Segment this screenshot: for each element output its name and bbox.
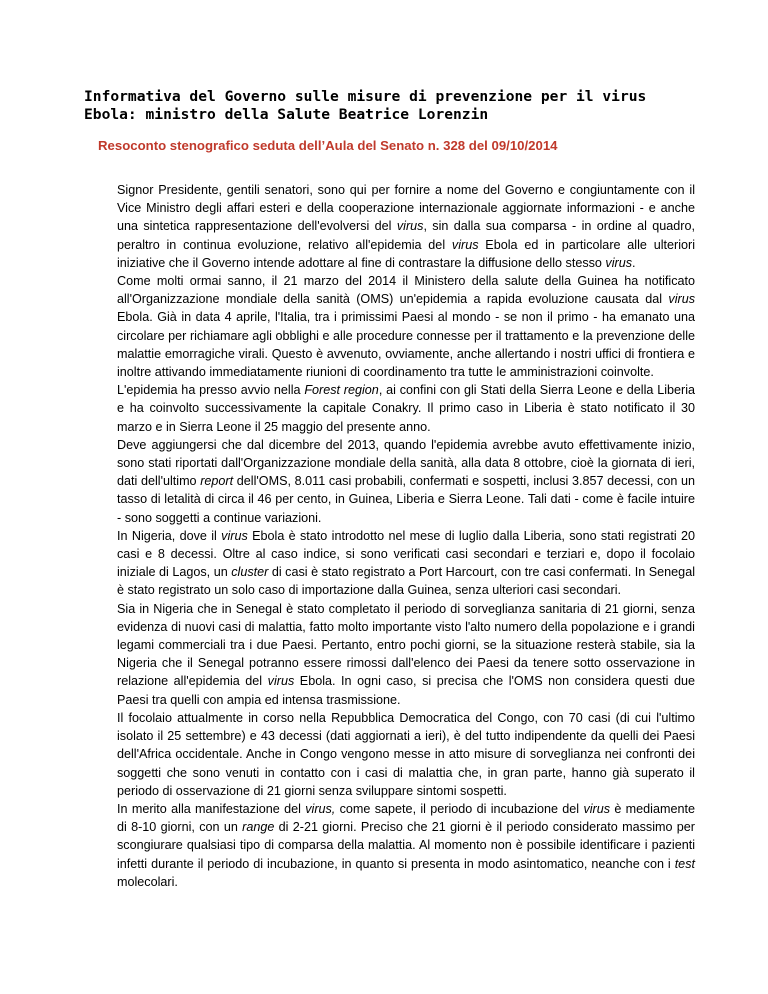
body-paragraph	[117, 800, 695, 891]
text-run: .	[632, 255, 636, 270]
italic-text-run: range	[242, 820, 275, 835]
text-run: Deve aggiungersi che dal dicembre del 2013, quando l'epidemia avrebbe avuto effettivamente inizio, sono stati riportati dall'Organizzazione mondiale della sanità, alla data 8 ottobre, cioè la giornata di ieri, dati dell'ultimo	[117, 437, 695, 489]
italic-text-run: virus	[583, 801, 611, 816]
text-run: Ebola è stato introdotto nel mese di luglio dalla Liberia, sono stati registrati 20 casi e 8 decessi. Oltre al caso indice, si sono verificati casi secondari e terziari e, dopo il focolaio iniziale di Lagos, un	[117, 528, 695, 580]
text-run: Come molti ormai sanno, il 21 marzo del 2014 il Ministero della salute della Guinea ha notificato all'Organizzazione mondiale della sanità (OMS) un'epidemia a rapida evoluzione causata dal	[117, 274, 695, 307]
text-run: di casi è stato registrato a Port Harcourt, con tre casi confermati. In Senegal è stato registrato un solo caso di importazione dalla Guinea, senza ulteriori casi secondari.	[117, 565, 695, 598]
body-paragraph	[117, 527, 695, 600]
text-run: di 2-21 giorni. Preciso che 21 giorni è il periodo considerato massimo per scongiurare qualsiasi tipo di comparsa della malattia. Al momento non è possibile identificare i pazienti infetti durante il periodo di incubazione, in quanto si presenta in modo asintomatico, neanche con i	[117, 820, 695, 871]
text-run: Ebola ed in particolare alle ulteriori iniziative che il Governo intende adottare al fine di contrastare la diffusione dello stesso	[117, 237, 695, 270]
text-run: è mediamente di 8-10 giorni, con un	[117, 801, 695, 835]
text-run: L'epidemia ha presso avvio nella	[117, 383, 305, 398]
text-run: dell'OMS, 8.011 casi probabili, confermati e sospetti, inclusi 3.857 decessi, con un tasso di letalità di circa il 46 per cento, in Guinea, Liberia e Sierra Leone. Tali dati - come è facile intuire - sono soggetti a continue variazioni.	[117, 474, 695, 525]
text-run: In Nigeria, dove il	[117, 528, 222, 543]
text-run: Il focolaio attualmente in corso nella Repubblica Democratica del Congo, con 70 casi (di cui l'ultimo isolato il 25 settembre) e 43 decessi (dati aggiornati a ieri), è del tutto indipendente da quelli dei Paesi dell'Africa occidentale. Anche in Congo vengono messe in atto misure di sorveglianza nei confronti dei soggetti che sono venuti in contatto con i casi di malattia che, in gran parte, hanno già superato il periodo di osservazione di 21 giorni senza sviluppare sintomi sospetti.	[117, 710, 695, 798]
body-paragraph	[117, 381, 695, 436]
document-subtitle: Resoconto stenografico seduta dell’Aula del Senato n. 328 del 09/10/2014	[98, 138, 558, 153]
italic-text-run: virus	[221, 528, 248, 543]
italic-text-run: test	[674, 856, 695, 871]
italic-text-run: cluster	[231, 565, 269, 580]
body-paragraph	[117, 709, 695, 800]
body-paragraph	[117, 272, 695, 381]
italic-text-run: report	[200, 474, 234, 489]
text-run: Sia in Nigeria che in Senegal è stato completato il periodo di sorveglianza sanitaria di 21 giorni, senza evidenza di nuovi casi di malattia, fatto molto importante visto l'alto numero della popolazione e i grandi legami commerciali tra i due Paesi. Pertanto, entro pochi giorni, se la situazione resterà stabile, sia la Nigeria che il Senegal potranno essere rimossi dall'elenco dei Paesi da tenere sotto osservazione in relazione all'epidemia del	[117, 601, 695, 689]
text-run: Ebola. Già in data 4 aprile, l'Italia, tra i primissimi Paesi al mondo - se non il primo - ha emanato una circolare per richiamare agli obblighi e alle procedure connesse per il trattamento e la prevenzione delle malattie emorragiche virali. Questo è avvenuto, ovviamente, anche allertando i nostri uffici di frontiera e inoltre attivando immediatamente riunioni di coordinamento tra tutte le amministrazioni coinvolte.	[117, 310, 695, 380]
italic-text-run: virus	[668, 292, 695, 307]
text-run: molecolari.	[117, 874, 178, 889]
text-run: Signor Presidente, gentili senatori, sono qui per fornire a nome del Governo e congiuntamente con il Vice Ministro degli affari esteri e della cooperazione internazionale aggiornate informazioni - e anche una sintetica rappresentazione dell'evolversi del	[117, 183, 695, 234]
document-body	[117, 181, 695, 891]
italic-text-run: virus	[267, 674, 295, 689]
italic-text-run: virus	[605, 255, 633, 270]
text-run: In merito alla manifestazione del	[117, 801, 306, 816]
document-title: Informativa del Governo sulle misure di prevenzione per il virus Ebola: ministro della Salute Beatrice Lorenzin	[84, 88, 647, 123]
text-run: come sapete, il periodo di incubazione del	[335, 801, 584, 816]
italic-text-run: virus,	[305, 801, 336, 816]
italic-text-run: Forest region	[304, 383, 379, 398]
italic-text-run: virus	[451, 237, 479, 252]
body-paragraph	[117, 436, 695, 527]
text-run: , ai confini con gli Stati della Sierra Leone e della Liberia e ha coinvolto successivamente la capitale Conakry. Il primo caso in Liberia è stato notificato il 30 marzo e in Sierra Leone il 25 maggio del presente anno.	[117, 383, 696, 434]
body-paragraph	[117, 181, 695, 272]
italic-text-run: virus	[396, 219, 424, 234]
text-run: Ebola. In ogni caso, si precisa che l'OMS non considera questi due Paesi tra quelli con ampia ed intensa trasmissione.	[117, 674, 695, 707]
text-run: , sin dalla sua comparsa - in ordine al quadro, peraltro in continua evoluzione, relativo all'epidemia del	[117, 219, 695, 252]
body-paragraph	[117, 600, 695, 709]
